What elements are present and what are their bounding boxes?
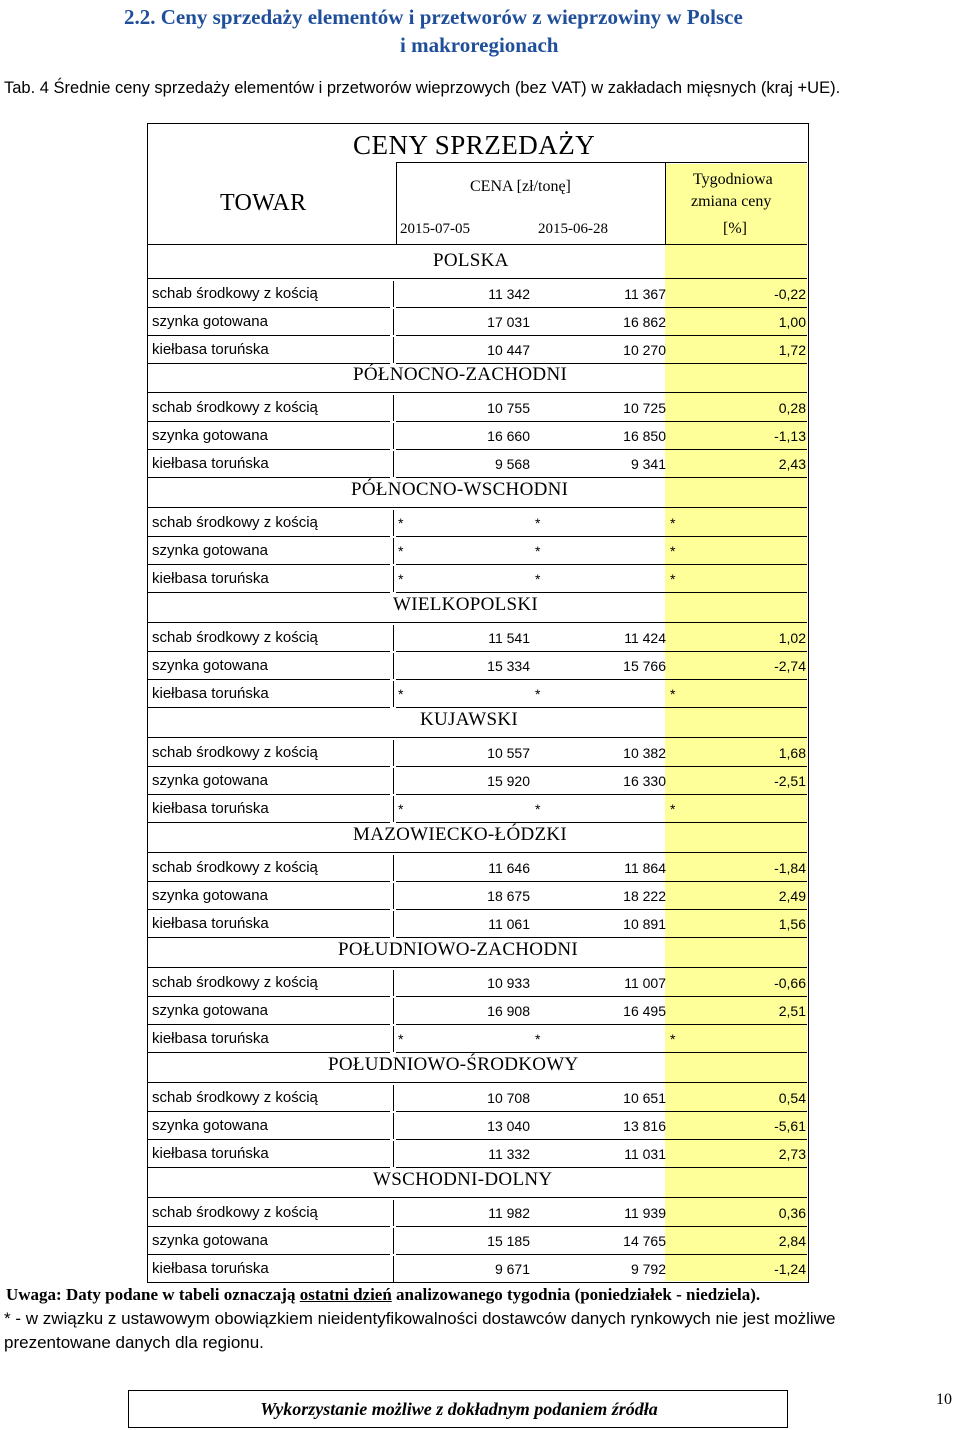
row-product-label: schab środkowy z kością (152, 285, 318, 302)
header-separator-line (396, 162, 807, 163)
region-bottom-line (148, 1197, 807, 1198)
region-name: POŁUDNIOWO-ŚRODKOWY (328, 1054, 579, 1075)
row-line-values (396, 1024, 807, 1025)
header-bottom-line (148, 244, 807, 245)
row-line-values (396, 421, 807, 422)
row-line-values (396, 307, 807, 308)
row-product-label: kiełbasa toruńska (152, 915, 269, 932)
row-product-label: szynka gotowana (152, 427, 268, 444)
region-bottom-line (148, 737, 807, 738)
row-price-current: 11 332 (488, 1146, 530, 1162)
row-line-values (396, 651, 807, 652)
row-price-current: 10 447 (487, 342, 530, 358)
row-price-previous: 11 367 (624, 286, 666, 302)
col-change-header-line1: Tygodniowa (693, 171, 773, 188)
row-price-previous: 11 031 (624, 1146, 666, 1162)
row-price-current: 11 646 (488, 860, 530, 876)
row-line-values (396, 1139, 807, 1140)
row-weekly-change: * (670, 801, 676, 817)
row-weekly-change: 2,51 (778, 1003, 806, 1019)
row-price-previous: * (535, 1031, 541, 1047)
row-weekly-change: * (670, 515, 676, 531)
row-product-label: szynka gotowana (152, 313, 268, 330)
row-line-label (148, 909, 390, 910)
row-price-previous: * (535, 515, 541, 531)
row-weekly-change: 2,43 (778, 456, 806, 472)
row-product-label: kiełbasa toruńska (152, 570, 269, 587)
row-line-label (148, 592, 390, 593)
row-price-current: 16 908 (487, 1003, 530, 1019)
row-price-current: 15 334 (487, 658, 530, 674)
row-product-label: szynka gotowana (152, 887, 268, 904)
row-product-label: kiełbasa toruńska (152, 800, 269, 817)
row-line-label (148, 822, 390, 823)
region-name: WSCHODNI-DOLNY (373, 1169, 553, 1190)
section-title-line1: 2.2. Ceny sprzedaży elementów i przetworów z wieprzowiny w Polsce (124, 5, 743, 29)
header-divider-right (665, 162, 666, 244)
row-price-previous: 9 341 (630, 456, 666, 472)
row-line-values (396, 1226, 807, 1227)
row-line-values (396, 822, 807, 823)
row-product-label: schab środkowy z kością (152, 514, 318, 531)
row-product-label: szynka gotowana (152, 772, 268, 789)
row-price-previous: 16 495 (623, 1003, 666, 1019)
row-divider (393, 796, 394, 822)
row-line-label (148, 335, 390, 336)
source-box (128, 1390, 788, 1428)
row-product-label: szynka gotowana (152, 1117, 268, 1134)
row-price-previous: 10 270 (623, 342, 666, 358)
row-price-previous: 15 766 (623, 658, 666, 674)
row-divider (393, 1026, 394, 1052)
row-divider (393, 1200, 394, 1226)
row-line-label (148, 1139, 390, 1140)
row-line-label (148, 794, 390, 795)
row-line-label (148, 1254, 390, 1255)
row-line-values (396, 766, 807, 767)
row-price-current: 15 185 (487, 1233, 530, 1249)
row-weekly-change: 0,28 (778, 400, 806, 416)
row-divider (393, 768, 394, 794)
row-weekly-change: 0,54 (778, 1090, 806, 1106)
row-price-previous: * (535, 543, 541, 559)
row-line-values (396, 335, 807, 336)
row-price-previous: * (535, 801, 541, 817)
row-price-previous: 16 850 (623, 428, 666, 444)
row-divider (393, 740, 394, 766)
row-line-label (148, 536, 390, 537)
region-bottom-line (148, 622, 807, 623)
row-line-values (396, 449, 807, 450)
row-line-values (396, 794, 807, 795)
row-price-previous: 18 222 (623, 888, 666, 904)
col-cena-header: CENA [zł/tonę] (470, 178, 571, 195)
date-note-prefix: Uwaga: Daty podane w tabeli oznaczają (6, 1285, 300, 1304)
row-weekly-change: * (670, 543, 676, 559)
price-table (147, 123, 809, 1283)
row-line-values (396, 1167, 807, 1168)
row-product-label: schab środkowy z kością (152, 859, 318, 876)
row-weekly-change: 2,73 (778, 1146, 806, 1162)
row-line-values (396, 477, 807, 478)
row-price-previous: * (535, 686, 541, 702)
date-note-underlined: ostatni dzień (299, 1285, 392, 1304)
row-weekly-change: -1,84 (774, 860, 806, 876)
row-divider (393, 998, 394, 1024)
row-weekly-change: -0,22 (774, 286, 806, 302)
region-bottom-line (148, 278, 807, 279)
row-line-label (148, 707, 390, 708)
row-price-current: 11 541 (488, 630, 530, 646)
row-line-label (148, 1024, 390, 1025)
row-price-current: * (398, 686, 404, 702)
row-price-previous: 16 330 (623, 773, 666, 789)
row-line-label (148, 937, 390, 938)
row-divider (393, 451, 394, 477)
row-weekly-change: 1,72 (778, 342, 806, 358)
date-previous: 2015-06-28 (538, 221, 608, 237)
row-price-current: * (398, 801, 404, 817)
row-divider (393, 1113, 394, 1139)
row-line-values (396, 909, 807, 910)
row-price-previous: 11 424 (624, 630, 666, 646)
row-price-previous: 10 891 (623, 916, 666, 932)
row-weekly-change: 1,56 (778, 916, 806, 932)
region-bottom-line (148, 1082, 807, 1083)
row-price-current: * (398, 515, 404, 531)
row-line-label (148, 766, 390, 767)
row-divider (393, 855, 394, 881)
row-product-label: kiełbasa toruńska (152, 341, 269, 358)
row-weekly-change: 0,36 (778, 1205, 806, 1221)
row-line-label (148, 477, 390, 478)
row-price-current: 17 031 (487, 314, 530, 330)
row-weekly-change: -2,74 (774, 658, 806, 674)
row-price-current: 16 660 (487, 428, 530, 444)
row-divider (393, 395, 394, 421)
row-price-previous: 10 725 (623, 400, 666, 416)
row-line-label (148, 679, 390, 680)
row-weekly-change: * (670, 686, 676, 702)
row-product-label: schab środkowy z kością (152, 1089, 318, 1106)
row-price-current: 11 982 (488, 1205, 530, 1221)
row-price-current: 18 675 (487, 888, 530, 904)
row-product-label: szynka gotowana (152, 657, 268, 674)
row-price-previous: 16 862 (623, 314, 666, 330)
row-divider (393, 566, 394, 592)
region-bottom-line (148, 392, 807, 393)
row-price-current: * (398, 543, 404, 559)
region-name: POŁUDNIOWO-ZACHODNI (338, 939, 578, 960)
row-divider (393, 911, 394, 937)
row-divider (393, 309, 394, 335)
row-weekly-change: -2,51 (774, 773, 806, 789)
row-line-values (396, 536, 807, 537)
row-product-label: schab środkowy z kością (152, 629, 318, 646)
region-name: PÓŁNOCNO-WSCHODNI (351, 479, 569, 500)
header-main: CENY SPRZEDAŻY (353, 130, 596, 160)
row-weekly-change: 1,00 (778, 314, 806, 330)
row-product-label: schab środkowy z kością (152, 399, 318, 416)
row-line-values (396, 1254, 807, 1255)
region-name: POLSKA (433, 250, 509, 271)
row-price-current: 9 568 (494, 456, 530, 472)
row-price-current: 11 342 (488, 286, 530, 302)
row-product-label: szynka gotowana (152, 1232, 268, 1249)
row-product-label: kiełbasa toruńska (152, 685, 269, 702)
col-towar-header: TOWAR (220, 190, 307, 216)
row-divider (393, 337, 394, 363)
row-price-current: 15 920 (487, 773, 530, 789)
row-line-values (396, 996, 807, 997)
row-product-label: schab środkowy z kością (152, 1204, 318, 1221)
row-price-previous: 10 651 (623, 1090, 666, 1106)
row-line-values (396, 592, 807, 593)
row-divider (393, 1085, 394, 1111)
row-divider (393, 653, 394, 679)
header-divider-left (396, 162, 397, 244)
row-weekly-change: -0,66 (774, 975, 806, 991)
row-product-label: schab środkowy z kością (152, 744, 318, 761)
region-bottom-line (148, 967, 807, 968)
row-price-current: 10 755 (487, 400, 530, 416)
row-line-label (148, 1226, 390, 1227)
region-name: KUJAWSKI (420, 709, 518, 730)
date-current: 2015-07-05 (400, 221, 470, 237)
row-product-label: kiełbasa toruńska (152, 455, 269, 472)
row-price-current: 10 933 (487, 975, 530, 991)
region-name: PÓŁNOCNO-ZACHODNI (353, 364, 568, 385)
row-price-previous: 9 792 (630, 1261, 666, 1277)
row-divider (393, 538, 394, 564)
row-line-values (396, 881, 807, 882)
row-divider (393, 281, 394, 307)
col-change-header-line2: zmiana ceny (691, 193, 772, 210)
row-divider (393, 625, 394, 651)
row-line-label (148, 564, 390, 565)
row-price-previous: * (535, 571, 541, 587)
row-line-values (396, 1111, 807, 1112)
region-name: MAZOWIECKO-ŁÓDZKI (353, 824, 568, 845)
row-divider (393, 681, 394, 707)
row-product-label: schab środkowy z kością (152, 974, 318, 991)
row-price-current: 10 708 (487, 1090, 530, 1106)
row-weekly-change: -1,24 (774, 1261, 806, 1277)
row-line-values (396, 679, 807, 680)
date-note (6, 1283, 760, 1307)
row-price-previous: 11 864 (624, 860, 666, 876)
row-price-current: * (398, 571, 404, 587)
row-line-values (396, 564, 807, 565)
region-name: WIELKOPOLSKI (393, 594, 539, 615)
row-product-label: kiełbasa toruńska (152, 1030, 269, 1047)
row-price-previous: 10 382 (623, 745, 666, 761)
row-price-current: 10 557 (487, 745, 530, 761)
row-line-label (148, 651, 390, 652)
row-weekly-change: -5,61 (774, 1118, 806, 1134)
row-line-values (396, 937, 807, 938)
row-weekly-change: 1,68 (778, 745, 806, 761)
row-price-previous: 11 007 (624, 975, 666, 991)
row-weekly-change: * (670, 1031, 676, 1047)
row-weekly-change: 2,49 (778, 888, 806, 904)
section-title-line2: i makroregionach (400, 33, 559, 57)
row-line-label (148, 449, 390, 450)
row-line-label (148, 421, 390, 422)
row-divider (393, 423, 394, 449)
col-change-unit: [%] (723, 220, 747, 237)
date-note-suffix: analizowanego tygodnia (poniedziałek - niedziela). (391, 1285, 761, 1304)
row-price-current: 9 671 (494, 1261, 530, 1277)
row-line-label (148, 307, 390, 308)
row-divider (393, 510, 394, 536)
row-product-label: szynka gotowana (152, 1002, 268, 1019)
row-line-label (148, 881, 390, 882)
row-weekly-change: -1,13 (774, 428, 806, 444)
row-product-label: kiełbasa toruńska (152, 1145, 269, 1162)
page-number: 10 (936, 1391, 952, 1408)
region-bottom-line (148, 852, 807, 853)
row-divider (393, 883, 394, 909)
table-caption: Tab. 4 Średnie ceny sprzedaży elementów i przetworów wieprzowych (bez VAT) w zakładach mięsnych (kraj +UE). (4, 79, 841, 97)
row-price-previous: 11 939 (624, 1205, 666, 1221)
row-line-values (396, 1052, 807, 1053)
row-divider (393, 1256, 394, 1282)
region-bottom-line (148, 507, 807, 508)
row-weekly-change: 2,84 (778, 1233, 806, 1249)
row-divider (393, 970, 394, 996)
row-weekly-change: 1,02 (778, 630, 806, 646)
source-text: Wykorzystanie możliwe z dokładnym podaniem źródła (260, 1399, 658, 1419)
row-price-current: 13 040 (487, 1118, 530, 1134)
row-line-label (148, 1167, 390, 1168)
row-line-label (148, 1052, 390, 1053)
row-product-label: szynka gotowana (152, 542, 268, 559)
row-line-label (148, 1111, 390, 1112)
row-price-current: 11 061 (488, 916, 530, 932)
row-divider (393, 1141, 394, 1167)
row-price-previous: 13 816 (623, 1118, 666, 1134)
row-line-label (148, 996, 390, 997)
change-column-fill (665, 164, 807, 1281)
row-product-label: kiełbasa toruńska (152, 1260, 269, 1277)
row-divider (393, 1228, 394, 1254)
row-price-previous: 14 765 (623, 1233, 666, 1249)
row-price-current: * (398, 1031, 404, 1047)
row-line-values (396, 707, 807, 708)
asterisk-note: * - w związku z ustawowym obowiązkiem nieidentyfikowalności dostawców danych rynkowych nie jest możliwe prezentowane danych dla regionu. (4, 1309, 836, 1352)
row-weekly-change: * (670, 571, 676, 587)
